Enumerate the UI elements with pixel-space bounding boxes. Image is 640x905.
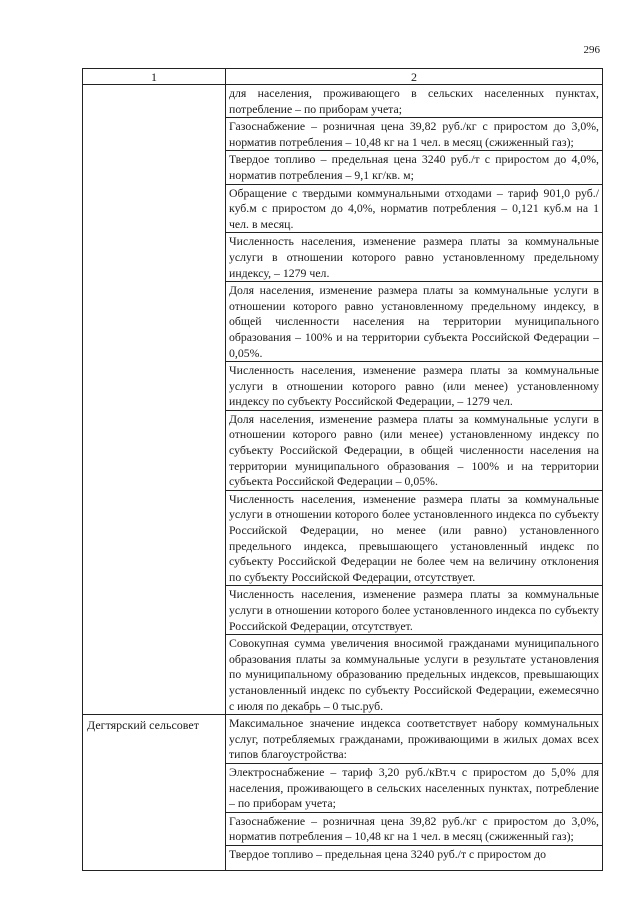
description-cell [226,85,603,715]
paragraph: Доля населения, изменение размера платы за коммунальные услуги в отношении которого равно (или менее) установленному индексу по субъекту Российской Федерации, в общей численности населения на территории муниципального образования – 100% и на территории субъекта Российской Федерации – 0,05%. [226,411,602,491]
paragraph: Совокупная сумма увеличения вносимой гражданами муниципального образования платы за коммунальные услуги в результате установления по муниципальному образованию предельных индексов, превышающих установленный индекс по субъекту Российской Федерации, ежемесячно с июля по декабрь – 0 тыс.руб. [229,636,599,713]
region-cell [83,85,226,715]
paragraph: для населения, проживающего в сельских населенных пунктах, потребление – по приборам учета; [226,85,602,118]
paragraph: Доля населения, изменение размера платы за коммунальные услуги в отношении которого равно установленному предельному индексу, в общей численности населения на территории муниципального образования – 100% и на территории субъекта Российской Федерации – 0,05%. [226,282,602,362]
table-row [83,715,603,871]
paragraph: Численность населения, изменение размера платы за коммунальные услуги в отношении которого более установленного индекса по субъекту Российской Федерации, отсутствует. [226,586,602,635]
paragraph: Газоснабжение – розничная цена 39,82 руб./кг с приростом до 3,0%, норматив потребления – 10,48 кг на 1 чел. в месяц (сжиженный газ); [226,813,602,846]
description-cell [226,715,603,871]
paragraph: Численность населения, изменение размера платы за коммунальные услуги в отношении которого равно (или менее) установленному индексу по субъекту Российской Федерации, – 1279 чел. [226,362,602,411]
paragraph: Численность населения, изменение размера платы за коммунальные услуги в отношении которого более установленного индекса по субъекту Российской Федерации, но менее (или равно) установленного предельного индекса, превышающего установленный индекс по субъекту Российской Федерации не более чем на величину отклонения по субъекту Российской Федерации, отсутствует. [226,491,602,587]
paragraph: Обращение с твердыми коммунальными отходами – тариф 901,0 руб./куб.м с приростом до 4,0%, норматив потребления – 0,121 куб.м на 1 чел. в месяц. [226,185,602,234]
page-number: 296 [583,44,600,56]
table-header-row [83,69,603,85]
paragraph: Газоснабжение – розничная цена 39,82 руб./кг с приростом до 3,0%, норматив потребления – 10,48 кг на 1 чел. в месяц (сжиженный газ); [226,118,602,151]
region-cell [83,715,226,871]
paragraph: Электроснабжение – тариф 3,20 руб./кВт.ч с приростом до 5,0% для населения, проживающего в сельских населенных пунктах, потребление – по приборам учета; [226,764,602,813]
paragraph: Максимальное значение индекса соответствует набору коммунальных услуг, потребляемых гражданами, проживающими в жилых домах всех типов благоустройства: [226,715,602,764]
column-header-2: 2 [226,69,603,85]
region-name: Дегтярский сельсовет [87,718,199,733]
paragraph: Численность населения, изменение размера платы за коммунальные услуги в отношении которого равно установленному предельному индексу, – 1279 чел. [226,233,602,282]
region-name [83,85,225,91]
table-row [83,85,603,715]
paragraph: Твердое топливо – предельная цена 3240 руб./т с приростом до [229,846,547,861]
tariff-table [82,68,603,871]
column-header-1: 1 [83,69,226,85]
paragraph: Твердое топливо – предельная цена 3240 руб./т с приростом до 4,0%, норматив потребления – 9,1 кг/кв. м; [226,151,602,184]
